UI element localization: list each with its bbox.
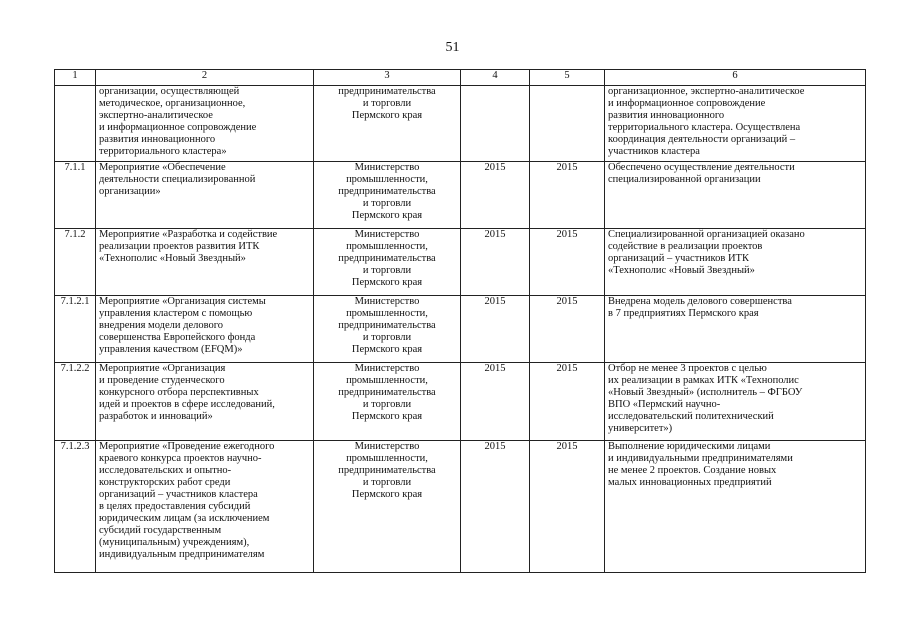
header-col-3: 3 xyxy=(314,70,461,86)
header-col-1: 1 xyxy=(55,70,96,86)
event-name: Мероприятие «Проведение ежегодного краевого конкурса проектов научно- исследовательских и опытно- конструкторских работ среди организаций – участников кластера в целях предоставления субсидий юридическим лицам (за исключением субсидий государственным (муниципальным) учреждениям), индивидуальным предпринимателям xyxy=(96,441,314,573)
row-number xyxy=(55,86,96,162)
header-col-2: 2 xyxy=(96,70,314,86)
executor: Министерство промышленности, предпринимательства и торговли Пермского края xyxy=(314,296,461,363)
header-col-6: 6 xyxy=(605,70,866,86)
page-number: 51 xyxy=(445,40,460,55)
row-number: 7.1.2.2 xyxy=(55,363,96,441)
event-name: организации, осуществляющей методическое, организационное, экспертно-аналитическое и информационное сопровождение развития инновационного территориального кластера» xyxy=(96,86,314,162)
table-header-row xyxy=(55,70,866,86)
start-year: 2015 xyxy=(461,363,530,441)
row-number: 7.1.1 xyxy=(55,162,96,229)
header-col-4: 4 xyxy=(461,70,530,86)
table-row xyxy=(55,441,866,573)
header-col-5: 5 xyxy=(530,70,605,86)
table-row xyxy=(55,162,866,229)
end-year: 2015 xyxy=(530,162,605,229)
start-year: 2015 xyxy=(461,296,530,363)
start-year: 2015 xyxy=(461,441,530,573)
end-year: 2015 xyxy=(530,229,605,296)
executor: предпринимательства и торговли Пермского края xyxy=(314,86,461,162)
executor: Министерство промышленности, предпринимательства и торговли Пермского края xyxy=(314,229,461,296)
event-name: Мероприятие «Разработка и содействие реализации проектов развития ИТК «Технополис «Новый Звездный» xyxy=(96,229,314,296)
end-year: 2015 xyxy=(530,363,605,441)
event-name: Мероприятие «Организация и проведение студенческого конкурсного отбора перспективных идей и проектов в сфере исследований, разработок и инноваций» xyxy=(96,363,314,441)
table-row xyxy=(55,86,866,162)
row-number: 7.1.2.3 xyxy=(55,441,96,573)
expected-result: Отбор не менее 3 проектов с целью их реализации в рамках ИТК «Технополис «Новый Звездный» (исполнитель – ФГБОУ ВПО «Пермский научно- исследовательский политехнический университет») xyxy=(605,363,866,441)
start-year xyxy=(461,86,530,162)
event-name: Мероприятие «Организация системы управления кластером с помощью внедрения модели делового совершенства Европейского фонда управления качеством (EFQM)» xyxy=(96,296,314,363)
executor: Министерство промышленности, предпринимательства и торговли Пермского края xyxy=(314,441,461,573)
executor: Министерство промышленности, предпринимательства и торговли Пермского края xyxy=(314,162,461,229)
event-name: Мероприятие «Обеспечение деятельности специализированной организации» xyxy=(96,162,314,229)
row-number: 7.1.2.1 xyxy=(55,296,96,363)
executor: Министерство промышленности, предпринимательства и торговли Пермского края xyxy=(314,363,461,441)
expected-result: Специализированной организацией оказано содействие в реализации проектов организаций – участников ИТК «Технополис «Новый Звездный» xyxy=(605,229,866,296)
expected-result: Обеспечено осуществление деятельности специализированной организации xyxy=(605,162,866,229)
end-year xyxy=(530,86,605,162)
expected-result: организационное, экспертно-аналитическое и информационное сопровождение развития инновационного территориального кластера. Осуществлена координация деятельности организаций – участников кластера xyxy=(605,86,866,162)
program-table xyxy=(54,69,866,573)
start-year: 2015 xyxy=(461,229,530,296)
end-year: 2015 xyxy=(530,296,605,363)
table-row xyxy=(55,363,866,441)
expected-result: Внедрена модель делового совершенства в 7 предприятиях Пермского края xyxy=(605,296,866,363)
row-number: 7.1.2 xyxy=(55,229,96,296)
expected-result: Выполнение юридическими лицами и индивидуальными предпринимателями не менее 2 проектов. Создание новых малых инновационных предприятий xyxy=(605,441,866,573)
table-row xyxy=(55,296,866,363)
start-year: 2015 xyxy=(461,162,530,229)
end-year: 2015 xyxy=(530,441,605,573)
table-row xyxy=(55,229,866,296)
